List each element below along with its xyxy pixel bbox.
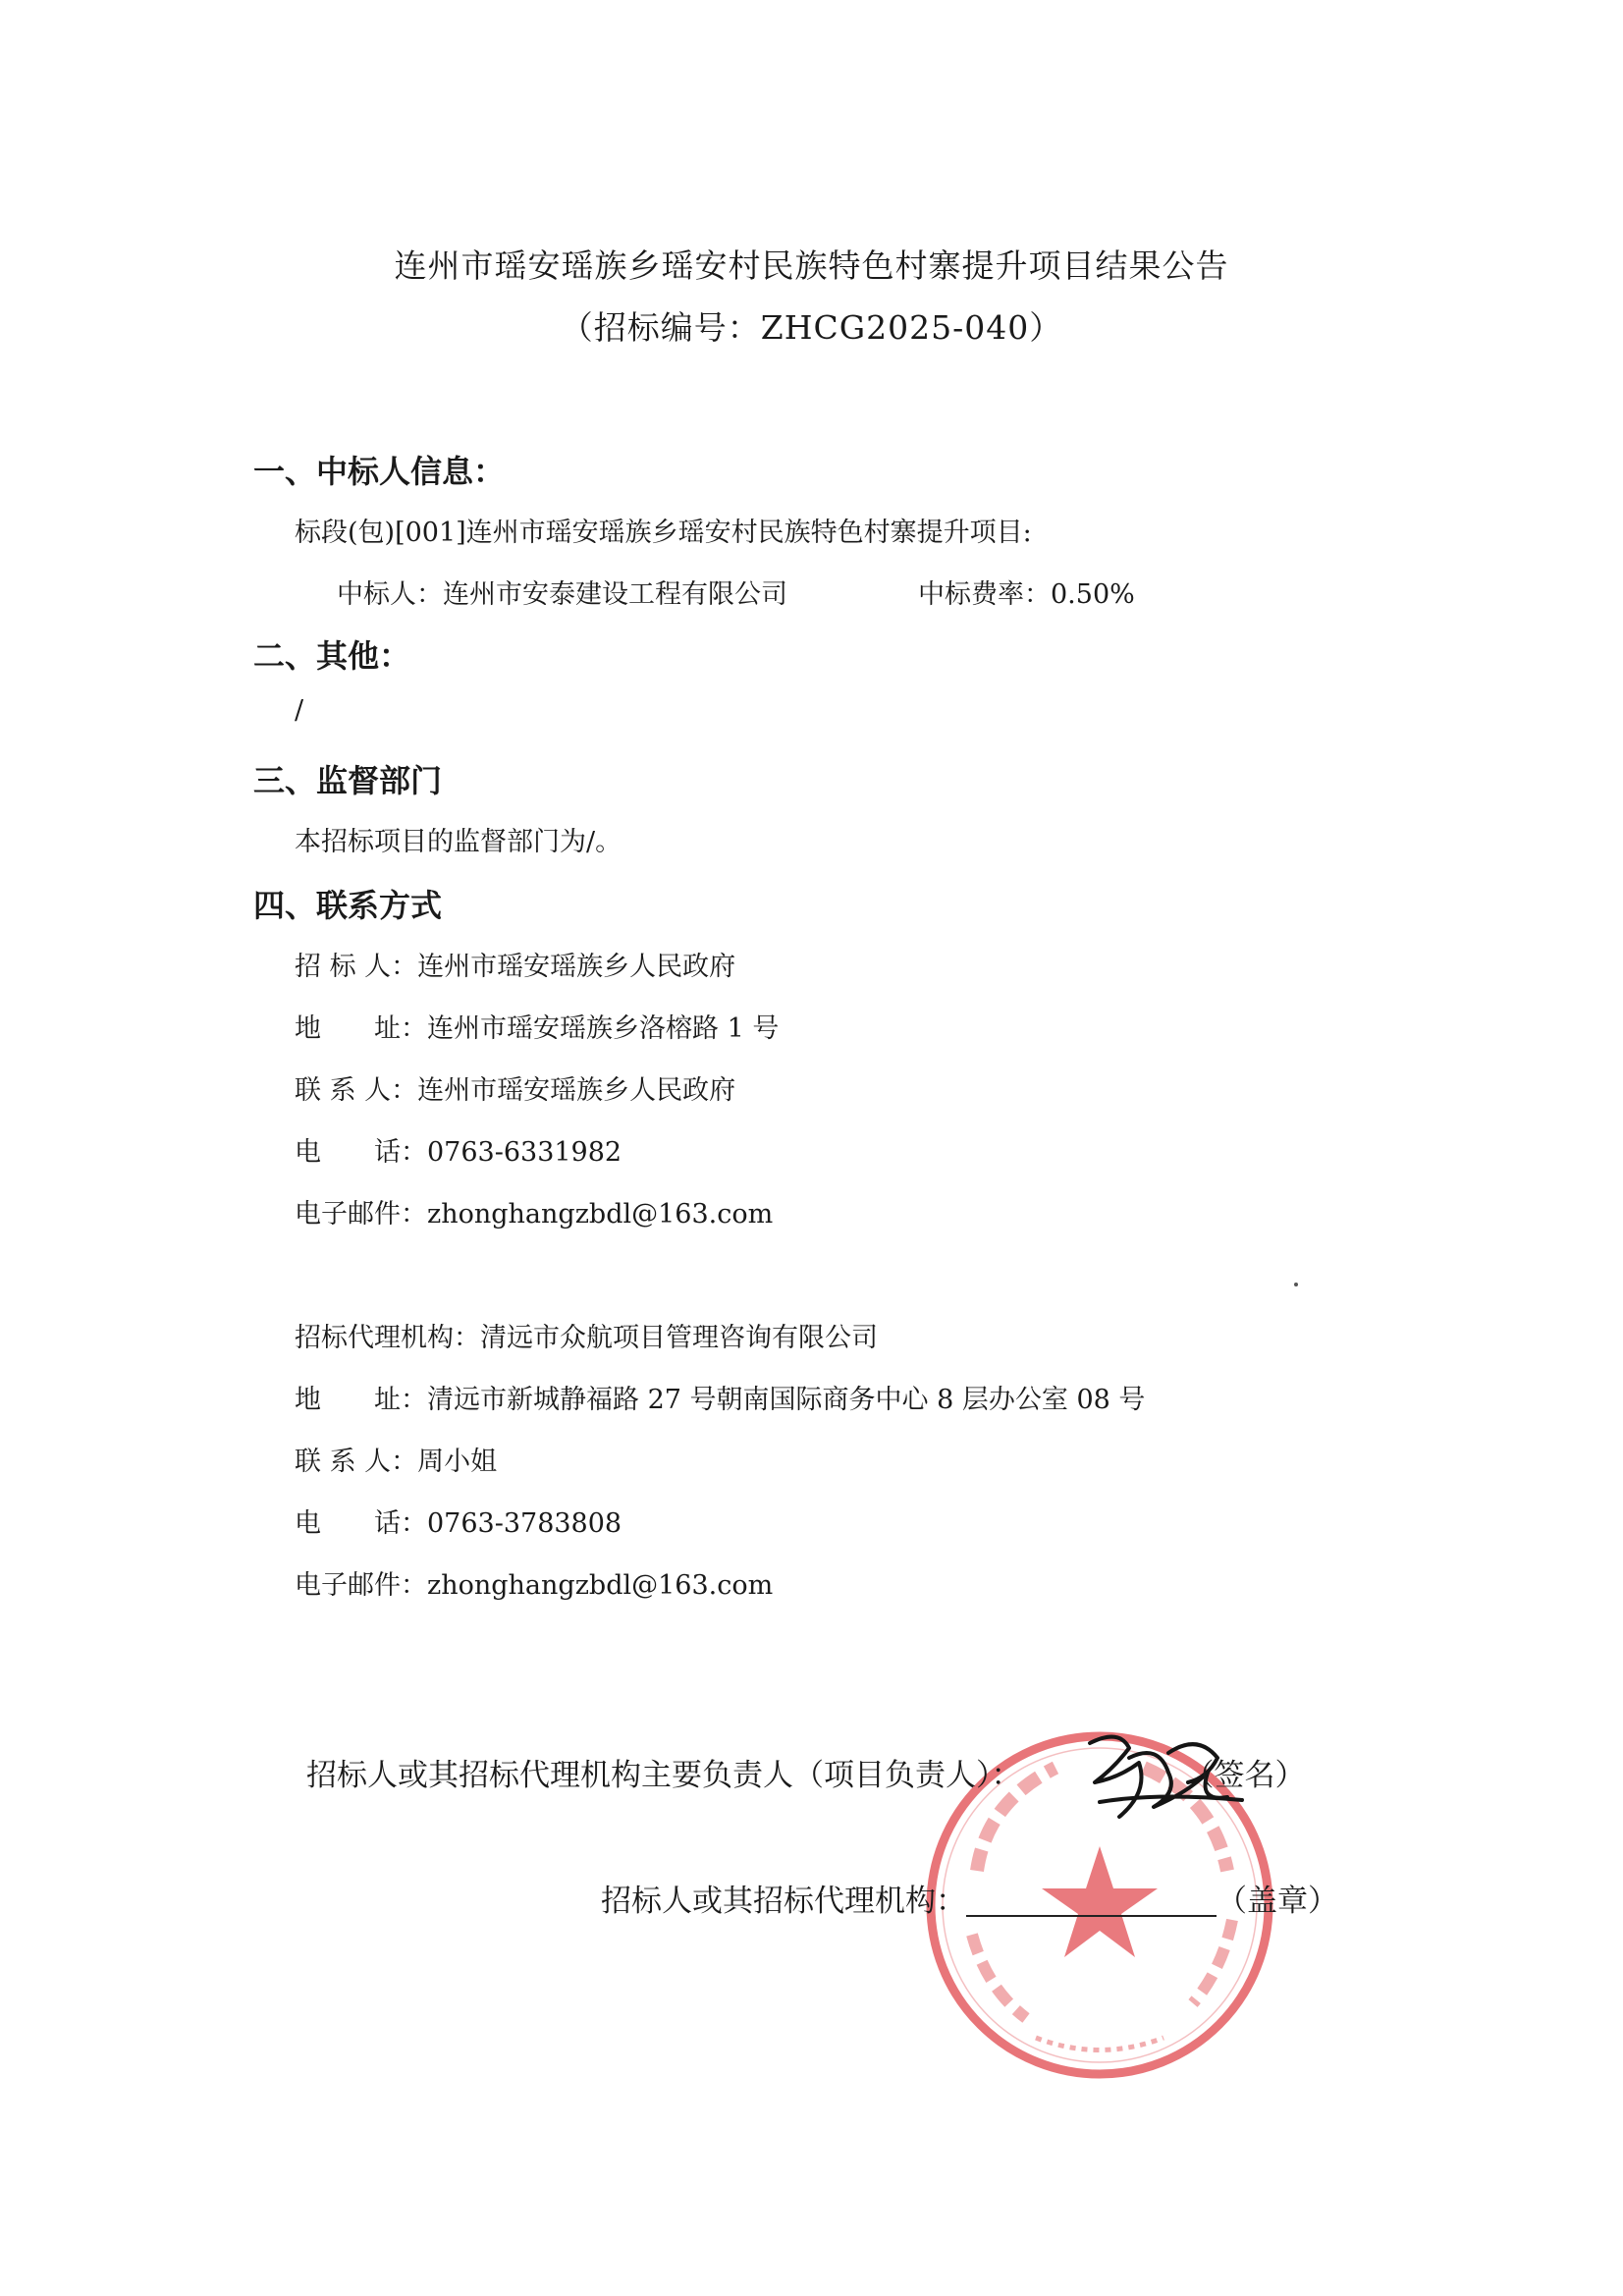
agency-address-label: 地 址： [295,1385,427,1415]
winner-row [337,573,787,611]
agency-address-row [295,1378,1145,1416]
tenderer-name-label: 招 标 人： [295,952,418,982]
tenderer-email-label: 电子邮件： [295,1199,427,1230]
signature-org-underline [966,1886,1217,1917]
document-title: 连州市瑶安瑶族乡瑶安村民族特色村寨提升项目结果公告 [394,246,1229,285]
rate-label: 中标费率： [918,579,1051,610]
rate-row [918,573,1135,611]
agency-contact-label: 联 系 人： [295,1447,418,1477]
signature-person-suffix: （签名） [1183,1758,1306,1793]
tenderer-phone-value: 0763-6331982 [427,1137,622,1168]
agency-name-value: 清远市众航项目管理咨询有限公司 [480,1323,878,1353]
winner-name: 连州市安泰建设工程有限公司 [443,579,787,610]
signature-org-suffix: （盖章） [1217,1884,1338,1919]
agency-email-value[interactable]: zhonghangzbdl@163.com [427,1570,774,1601]
agency-name-label: 招标代理机构： [295,1323,480,1353]
section-heading-winner: 一、中标人信息： [253,453,506,490]
tenderer-email-value[interactable]: zhonghangzbdl@163.com [427,1199,774,1230]
tenderer-phone-label: 电 话： [295,1137,427,1168]
supervision-content: 本招标项目的监督部门为/。 [295,827,622,857]
agency-phone-row [295,1502,622,1540]
tenderer-contact-label: 联 系 人： [295,1075,418,1106]
agency-address-value: 清远市新城静福路 27 号朝南国际商务中心 8 层办公室 08 号 [427,1385,1146,1415]
agency-email-label: 电子邮件： [295,1570,427,1601]
agency-phone-label: 电 话： [295,1508,427,1539]
signature-person-line [306,1750,1306,1794]
agency-email-row [295,1563,773,1602]
tenderer-address-row [295,1007,779,1045]
agency-contact-row [295,1440,497,1478]
signature-org-line [601,1876,1338,1920]
tenderer-address-value: 连州市瑶安瑶族乡洛榕路 1 号 [427,1013,780,1044]
tenderer-address-label: 地 址： [295,1013,427,1044]
agency-phone-value: 0763-3783808 [427,1508,622,1539]
section-heading-supervision: 三、监督部门 [253,762,443,799]
tenderer-contact-row [295,1068,735,1107]
rate-value: 0.50% [1051,579,1135,610]
tenderer-email-row [295,1192,773,1230]
scan-speck [1294,1283,1298,1286]
signature-person-label: 招标人或其招标代理机构主要负责人（项目负责人）： [306,1758,1022,1793]
tenderer-contact-value: 连州市瑶安瑶族乡人民政府 [417,1075,736,1106]
signature-org-label: 招标人或其招标代理机构： [601,1884,966,1919]
section-heading-contact: 四、联系方式 [253,887,443,924]
section-heading-other: 二、其他： [253,637,411,675]
winner-label: 中标人： [337,579,443,610]
agency-name-row [295,1316,878,1354]
tenderer-name-row [295,945,735,983]
other-content: / [295,695,304,726]
tenderer-name-value: 连州市瑶安瑶族乡人民政府 [417,952,736,982]
tender-number: （招标编号：ZHCG2025-040） [560,308,1063,347]
lot-description: 标段(包)[001]连州市瑶安瑶族乡瑶安村民族特色村寨提升项目: [295,518,1032,548]
tenderer-phone-row [295,1130,622,1169]
agency-contact-value: 周小姐 [417,1447,498,1477]
